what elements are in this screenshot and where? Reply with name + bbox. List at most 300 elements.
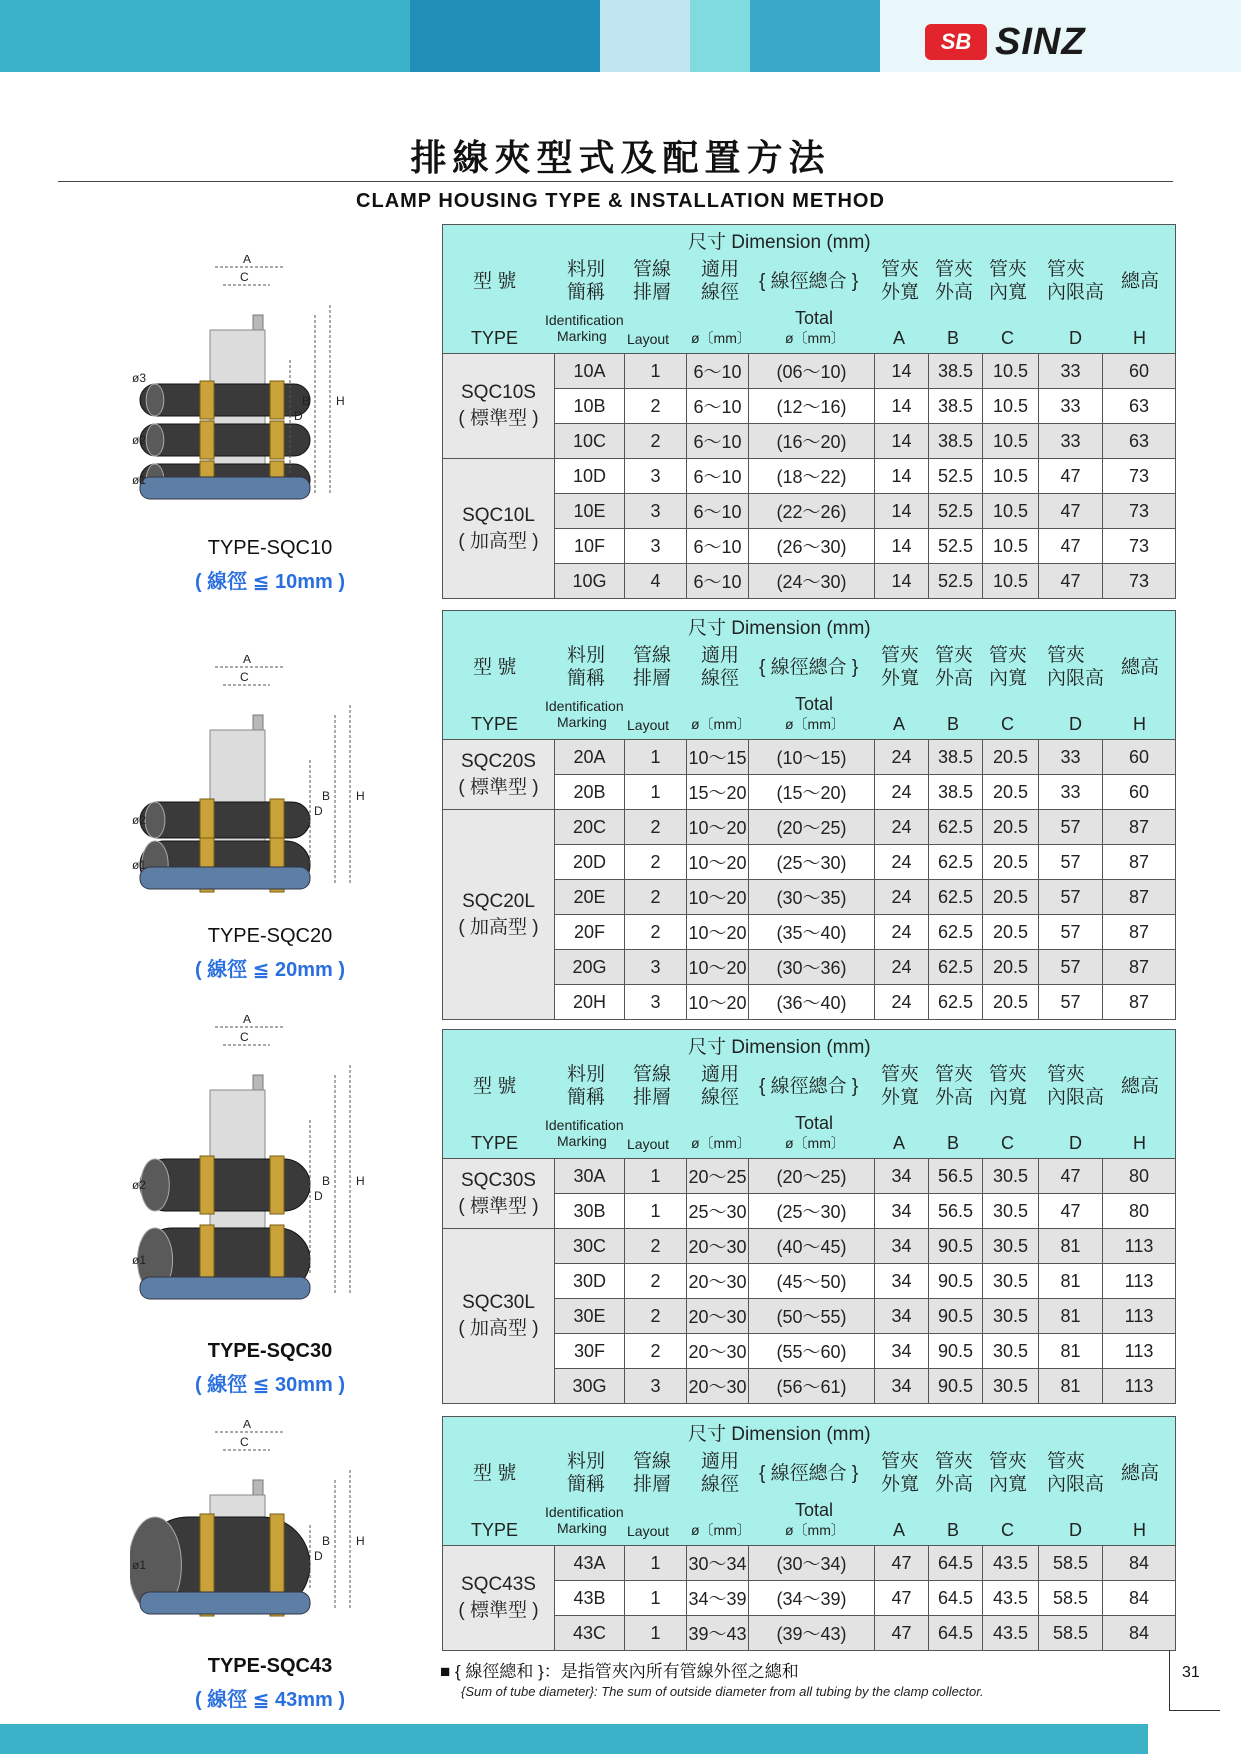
cell-h: 63 bbox=[1103, 389, 1176, 424]
type-group-name: SQC30L bbox=[462, 1292, 535, 1313]
total-header-en: Total bbox=[795, 694, 834, 714]
cell-c: 30.5 bbox=[983, 1159, 1039, 1194]
cell-b: 56.5 bbox=[929, 1194, 983, 1229]
cell-marking: 20H bbox=[555, 985, 625, 1020]
type-diameter-limit: ( 線徑 ≦ 10mm ) bbox=[194, 571, 346, 593]
cell-c: 30.5 bbox=[983, 1299, 1039, 1334]
cell-a: 14 bbox=[875, 529, 929, 564]
h-header-en: H bbox=[1133, 1520, 1146, 1540]
cell-diameter: 6～10 bbox=[687, 564, 749, 599]
d-header-en: D bbox=[1069, 714, 1082, 734]
mounting-rail bbox=[140, 1277, 310, 1299]
cell-c: 20.5 bbox=[983, 880, 1039, 915]
ident-header-zh: 料別 bbox=[567, 1064, 606, 1085]
cell-diameter: 6～10 bbox=[687, 354, 749, 389]
cell-diameter: 25～30 bbox=[687, 1194, 749, 1229]
cell-d: 33 bbox=[1039, 424, 1103, 459]
b-header-zh: 管夾 bbox=[935, 1064, 974, 1085]
cell-layout: 1 bbox=[625, 1194, 687, 1229]
cell-layout: 1 bbox=[625, 1159, 687, 1194]
type-group-name: SQC10S bbox=[461, 382, 536, 403]
cell-d: 81 bbox=[1039, 1229, 1103, 1264]
cell-a: 14 bbox=[875, 424, 929, 459]
cell-h: 113 bbox=[1103, 1264, 1176, 1299]
spec-table-type-sqc30 bbox=[442, 1029, 1176, 1404]
cell-total: (30～36) bbox=[749, 950, 875, 985]
cell-a: 24 bbox=[875, 775, 929, 810]
b-header-en: B bbox=[947, 328, 960, 348]
type-name: TYPE-SQC10 bbox=[207, 537, 333, 559]
cell-d: 47 bbox=[1039, 529, 1103, 564]
tube-end bbox=[146, 424, 164, 456]
layout-header-zh: 排層 bbox=[633, 668, 672, 689]
cell-total: (20～25) bbox=[749, 810, 875, 845]
b-header-zh: 外高 bbox=[935, 282, 974, 303]
cell-b: 62.5 bbox=[929, 845, 983, 880]
a-header-zh: 外寬 bbox=[881, 282, 920, 303]
diameter-header-en: ø〔mm〕 bbox=[691, 1135, 751, 1151]
cell-diameter: 15～20 bbox=[687, 775, 749, 810]
cell-c: 43.5 bbox=[983, 1616, 1039, 1651]
a-header-zh: 外寬 bbox=[881, 1087, 920, 1108]
cell-diameter: 10～20 bbox=[687, 915, 749, 950]
cell-layout: 2 bbox=[625, 810, 687, 845]
c-header-zh: 內寬 bbox=[989, 282, 1028, 303]
cell-b: 56.5 bbox=[929, 1159, 983, 1194]
cell-marking: 10A bbox=[555, 354, 625, 389]
type-group-sub: ( 加高型 ) bbox=[458, 530, 539, 552]
cell-a: 34 bbox=[875, 1334, 929, 1369]
cell-h: 73 bbox=[1103, 494, 1176, 529]
a-header-zh: 外寬 bbox=[881, 1474, 920, 1495]
ident-header-en: Identification bbox=[545, 312, 624, 328]
cell-marking: 30A bbox=[555, 1159, 625, 1194]
b-header-zh: 管夾 bbox=[935, 259, 974, 280]
ident-header-en: Marking bbox=[557, 328, 607, 344]
b-header-en: B bbox=[947, 1133, 960, 1153]
h-header-en: H bbox=[1133, 328, 1146, 348]
cell-marking: 10F bbox=[555, 529, 625, 564]
cell-layout: 2 bbox=[625, 389, 687, 424]
cell-c: 30.5 bbox=[983, 1369, 1039, 1404]
cell-a: 24 bbox=[875, 740, 929, 775]
h-header-zh: 總高 bbox=[1121, 271, 1160, 292]
cell-c: 10.5 bbox=[983, 459, 1039, 494]
cell-total: (35～40) bbox=[749, 915, 875, 950]
footnote-en: {Sum of tube diameter}: The sum of outside diameter from all tubing by the clamp collector. bbox=[461, 1684, 984, 1699]
cell-d: 57 bbox=[1039, 810, 1103, 845]
layout-header-zh: 排層 bbox=[633, 1474, 672, 1495]
layout-header-zh: 排層 bbox=[633, 1087, 672, 1108]
cell-h: 87 bbox=[1103, 880, 1176, 915]
ident-header-en: Marking bbox=[557, 714, 607, 730]
type-header-zh: 型 號 bbox=[473, 271, 517, 292]
type-group-name: SQC43S bbox=[461, 1574, 536, 1595]
cell-diameter: 10～20 bbox=[687, 985, 749, 1020]
table-row bbox=[443, 459, 1176, 494]
cell-diameter: 20～30 bbox=[687, 1264, 749, 1299]
cell-marking: 30C bbox=[555, 1229, 625, 1264]
cell-diameter: 20～30 bbox=[687, 1369, 749, 1404]
type-group-sub: ( 加高型 ) bbox=[458, 1318, 539, 1339]
cell-b: 52.5 bbox=[929, 529, 983, 564]
cell-layout: 2 bbox=[625, 845, 687, 880]
cell-h: 73 bbox=[1103, 564, 1176, 599]
tube-end bbox=[145, 802, 165, 838]
cell-layout: 1 bbox=[625, 1581, 687, 1616]
cell-layout: 4 bbox=[625, 564, 687, 599]
cell-h: 87 bbox=[1103, 950, 1176, 985]
cell-a: 14 bbox=[875, 354, 929, 389]
cell-h: 60 bbox=[1103, 775, 1176, 810]
clamp-diagram-svg bbox=[130, 1420, 390, 1650]
clamp-diagram-svg bbox=[130, 655, 390, 925]
clamp-block bbox=[270, 421, 284, 459]
table-header bbox=[443, 1417, 1176, 1546]
cell-b: 62.5 bbox=[929, 880, 983, 915]
cell-c: 43.5 bbox=[983, 1546, 1039, 1581]
type-header-en: TYPE bbox=[471, 1520, 519, 1540]
d-header-zh: 管夾 bbox=[1047, 1451, 1086, 1472]
type-group-name: SQC20L bbox=[462, 890, 535, 912]
cell-total: (30～34) bbox=[749, 1546, 875, 1581]
dim-label-a: A bbox=[243, 1015, 252, 1026]
cell-c: 10.5 bbox=[983, 389, 1039, 424]
clamp-block bbox=[200, 421, 214, 459]
type-group-name: SQC30S bbox=[461, 1169, 536, 1191]
page-number: 31 bbox=[1182, 1664, 1200, 1681]
dim-label-d3: ø3 bbox=[132, 371, 147, 385]
cell-d: 33 bbox=[1039, 389, 1103, 424]
layout-header-zh: 管線 bbox=[633, 259, 672, 280]
cell-a: 24 bbox=[875, 950, 929, 985]
table-row bbox=[443, 1229, 1176, 1264]
cell-b: 38.5 bbox=[929, 740, 983, 775]
cell-total: (26～30) bbox=[749, 529, 875, 564]
layout-header-en: Layout bbox=[627, 717, 670, 733]
type-header-en: TYPE bbox=[471, 1133, 519, 1153]
clamp-block bbox=[270, 381, 284, 419]
total-header-en: Total bbox=[795, 1500, 834, 1520]
cell-layout: 2 bbox=[625, 1334, 687, 1369]
table-header bbox=[443, 1030, 1176, 1159]
b-header-zh: 管夾 bbox=[935, 1451, 974, 1472]
cell-marking: 43A bbox=[555, 1546, 625, 1581]
dimension-header: 尺寸 Dimension (mm) bbox=[688, 1424, 871, 1445]
cell-h: 73 bbox=[1103, 529, 1176, 564]
cell-b: 90.5 bbox=[929, 1369, 983, 1404]
cell-marking: 43B bbox=[555, 1581, 625, 1616]
cell-layout: 1 bbox=[625, 740, 687, 775]
dim-label-c: C bbox=[240, 1030, 249, 1044]
dim-label-b: B bbox=[322, 1534, 331, 1548]
cell-h: 84 bbox=[1103, 1616, 1176, 1651]
cell-c: 30.5 bbox=[983, 1229, 1039, 1264]
cell-c: 30.5 bbox=[983, 1264, 1039, 1299]
cell-diameter: 6～10 bbox=[687, 494, 749, 529]
cell-total: (06～10) bbox=[749, 354, 875, 389]
cell-b: 38.5 bbox=[929, 775, 983, 810]
cell-diameter: 10～20 bbox=[687, 845, 749, 880]
cell-diameter: 10～20 bbox=[687, 880, 749, 915]
h-header-zh: 總高 bbox=[1121, 1463, 1160, 1484]
cell-b: 38.5 bbox=[929, 354, 983, 389]
ident-header-zh: 料別 bbox=[567, 259, 606, 280]
cell-total: (24～30) bbox=[749, 564, 875, 599]
cell-b: 38.5 bbox=[929, 389, 983, 424]
cell-b: 62.5 bbox=[929, 950, 983, 985]
cell-c: 20.5 bbox=[983, 845, 1039, 880]
dim-label-d2: ø2 bbox=[132, 1178, 147, 1192]
d-header-zh: 管夾 bbox=[1047, 1064, 1086, 1085]
type-group-cell bbox=[443, 459, 555, 599]
table-row bbox=[443, 740, 1176, 775]
total-header-en: ø〔mm〕 bbox=[785, 1522, 845, 1538]
cell-h: 60 bbox=[1103, 354, 1176, 389]
dim-label-b: B bbox=[322, 1174, 331, 1188]
layout-header-en: Layout bbox=[627, 1523, 670, 1539]
c-header-en: C bbox=[1001, 1133, 1014, 1153]
type-group-sub: ( 標準型 ) bbox=[458, 776, 539, 798]
cell-layout: 2 bbox=[625, 1299, 687, 1334]
diameter-header-zh: 適用 bbox=[701, 259, 740, 280]
cell-c: 30.5 bbox=[983, 1334, 1039, 1369]
layout-header-zh: 管線 bbox=[633, 1064, 672, 1085]
cell-d: 57 bbox=[1039, 985, 1103, 1020]
clamp-diagram-type-sqc10 bbox=[130, 255, 370, 535]
cell-layout: 1 bbox=[625, 354, 687, 389]
mounting-rail bbox=[140, 1592, 310, 1614]
h-header-zh: 總高 bbox=[1121, 1076, 1160, 1097]
type-group-cell bbox=[443, 1229, 555, 1404]
cell-marking: 10D bbox=[555, 459, 625, 494]
c-header-zh: 內寬 bbox=[989, 668, 1028, 689]
total-header-zh: { 線徑總合 } bbox=[759, 1463, 859, 1484]
cell-total: (16～20) bbox=[749, 424, 875, 459]
mounting-rail bbox=[140, 867, 310, 889]
cell-c: 10.5 bbox=[983, 529, 1039, 564]
dim-label-d2: ø2 bbox=[132, 433, 147, 447]
footnote-zh: ■ { 線徑總和 }：是指管夾內所有管線外徑之總和 bbox=[440, 1662, 799, 1681]
ident-header-zh: 簡稱 bbox=[567, 282, 606, 303]
c-header-zh: 管夾 bbox=[989, 259, 1028, 280]
dim-label-d: D bbox=[294, 409, 303, 423]
cell-a: 14 bbox=[875, 389, 929, 424]
clamp-block bbox=[270, 1156, 284, 1214]
cell-d: 33 bbox=[1039, 740, 1103, 775]
cell-a: 34 bbox=[875, 1194, 929, 1229]
ident-header-zh: 簡稱 bbox=[567, 668, 606, 689]
d-header-en: D bbox=[1069, 1133, 1082, 1153]
cell-diameter: 10～20 bbox=[687, 950, 749, 985]
cell-total: (36～40) bbox=[749, 985, 875, 1020]
type-name: TYPE-SQC20 bbox=[207, 925, 333, 947]
cell-d: 81 bbox=[1039, 1369, 1103, 1404]
dim-label-c: C bbox=[240, 1435, 249, 1449]
cell-c: 20.5 bbox=[983, 740, 1039, 775]
cell-a: 24 bbox=[875, 915, 929, 950]
dim-label-h: H bbox=[356, 1534, 365, 1548]
logo-mark: SB bbox=[925, 24, 987, 60]
cell-marking: 43C bbox=[555, 1616, 625, 1651]
c-header-en: C bbox=[1001, 328, 1014, 348]
a-header-en: A bbox=[893, 714, 906, 734]
cell-d: 47 bbox=[1039, 564, 1103, 599]
cell-layout: 1 bbox=[625, 775, 687, 810]
cell-d: 33 bbox=[1039, 354, 1103, 389]
cell-h: 87 bbox=[1103, 845, 1176, 880]
cell-a: 34 bbox=[875, 1369, 929, 1404]
cell-diameter: 10～15 bbox=[687, 740, 749, 775]
cell-diameter: 10～20 bbox=[687, 810, 749, 845]
cell-h: 63 bbox=[1103, 424, 1176, 459]
spec-table-type-sqc20 bbox=[442, 610, 1176, 1020]
a-header-zh: 管夾 bbox=[881, 259, 920, 280]
cell-marking: 20A bbox=[555, 740, 625, 775]
cell-h: 113 bbox=[1103, 1334, 1176, 1369]
header-cell bbox=[443, 1030, 1176, 1159]
brand-name: SINZ bbox=[995, 20, 1086, 63]
layout-header-en: Layout bbox=[627, 331, 670, 347]
page-subtitle: CLAMP HOUSING TYPE & INSTALLATION METHOD bbox=[356, 190, 885, 212]
cell-marking: 10C bbox=[555, 424, 625, 459]
a-header-zh: 外寬 bbox=[881, 668, 920, 689]
mounting-rail bbox=[140, 477, 310, 499]
cell-d: 47 bbox=[1039, 1194, 1103, 1229]
cell-c: 10.5 bbox=[983, 424, 1039, 459]
dim-label-a: A bbox=[243, 255, 252, 266]
b-header-zh: 管夾 bbox=[935, 645, 974, 666]
cell-a: 24 bbox=[875, 810, 929, 845]
total-header-en: Total bbox=[795, 1113, 834, 1133]
cell-total: (18～22) bbox=[749, 459, 875, 494]
cell-marking: 30G bbox=[555, 1369, 625, 1404]
d-header-en: D bbox=[1069, 1520, 1082, 1540]
cell-a: 24 bbox=[875, 985, 929, 1020]
cell-diameter: 20～30 bbox=[687, 1229, 749, 1264]
cell-h: 87 bbox=[1103, 810, 1176, 845]
table-header bbox=[443, 611, 1176, 740]
diameter-header-zh: 適用 bbox=[701, 1064, 740, 1085]
ident-header-en: Identification bbox=[545, 1504, 624, 1520]
cell-total: (10～15) bbox=[749, 740, 875, 775]
cell-b: 90.5 bbox=[929, 1264, 983, 1299]
dim-label-a: A bbox=[243, 1420, 252, 1431]
cell-c: 20.5 bbox=[983, 810, 1039, 845]
cell-d: 47 bbox=[1039, 1159, 1103, 1194]
diameter-header-en: ø〔mm〕 bbox=[691, 330, 751, 346]
total-header-en: Total bbox=[795, 308, 834, 328]
clamp-diagram-svg bbox=[130, 1015, 390, 1335]
ident-header-zh: 簡稱 bbox=[567, 1087, 606, 1108]
type-group-cell bbox=[443, 1159, 555, 1229]
dim-label-d: D bbox=[314, 804, 323, 818]
type-group-sub: ( 標準型 ) bbox=[458, 1600, 539, 1621]
cell-layout: 3 bbox=[625, 950, 687, 985]
table-row bbox=[443, 1546, 1176, 1581]
c-header-zh: 內寬 bbox=[989, 1087, 1028, 1108]
spec-table-type-sqc10 bbox=[442, 224, 1176, 599]
ident-header-zh: 簡稱 bbox=[567, 1474, 606, 1495]
ident-header-zh: 料別 bbox=[567, 645, 606, 666]
cell-b: 64.5 bbox=[929, 1581, 983, 1616]
type-header-zh: 型 號 bbox=[473, 1076, 517, 1097]
cell-total: (30～35) bbox=[749, 880, 875, 915]
cell-marking: 10G bbox=[555, 564, 625, 599]
ident-header-en: Identification bbox=[545, 698, 624, 714]
d-header-zh: 內限高 bbox=[1047, 668, 1105, 689]
type-group-cell bbox=[443, 1546, 555, 1651]
cell-d: 57 bbox=[1039, 915, 1103, 950]
cell-c: 43.5 bbox=[983, 1581, 1039, 1616]
clamp-diagram-type-sqc20 bbox=[130, 655, 390, 925]
cell-a: 24 bbox=[875, 845, 929, 880]
cell-marking: 20D bbox=[555, 845, 625, 880]
cell-total: (34～39) bbox=[749, 1581, 875, 1616]
cell-d: 58.5 bbox=[1039, 1546, 1103, 1581]
dim-label-b: B bbox=[322, 789, 331, 803]
type-header-zh: 型 號 bbox=[473, 1463, 517, 1484]
dim-label-d2: ø2 bbox=[132, 813, 147, 827]
cell-a: 14 bbox=[875, 494, 929, 529]
cell-d: 57 bbox=[1039, 880, 1103, 915]
cell-d: 81 bbox=[1039, 1264, 1103, 1299]
dim-label-c: C bbox=[240, 270, 249, 284]
cell-marking: 30B bbox=[555, 1194, 625, 1229]
c-header-zh: 內寬 bbox=[989, 1474, 1028, 1495]
cell-total: (15～20) bbox=[749, 775, 875, 810]
cell-b: 90.5 bbox=[929, 1334, 983, 1369]
cell-h: 87 bbox=[1103, 985, 1176, 1020]
cell-a: 14 bbox=[875, 459, 929, 494]
cell-c: 20.5 bbox=[983, 775, 1039, 810]
a-header-zh: 管夾 bbox=[881, 1064, 920, 1085]
cell-b: 62.5 bbox=[929, 915, 983, 950]
cell-h: 87 bbox=[1103, 915, 1176, 950]
cell-total: (25～30) bbox=[749, 1194, 875, 1229]
cell-h: 84 bbox=[1103, 1581, 1176, 1616]
diameter-header-zh: 線徑 bbox=[701, 282, 740, 303]
cell-d: 58.5 bbox=[1039, 1616, 1103, 1651]
layout-header-zh: 管線 bbox=[633, 645, 672, 666]
cell-marking: 20E bbox=[555, 880, 625, 915]
cell-b: 64.5 bbox=[929, 1616, 983, 1651]
cell-a: 34 bbox=[875, 1264, 929, 1299]
cell-total: (56～61) bbox=[749, 1369, 875, 1404]
cell-total: (39～43) bbox=[749, 1616, 875, 1651]
cell-b: 62.5 bbox=[929, 810, 983, 845]
type-group-sub: ( 標準型 ) bbox=[458, 408, 539, 429]
b-header-zh: 外高 bbox=[935, 668, 974, 689]
type-group-cell bbox=[443, 354, 555, 459]
cell-marking: 10E bbox=[555, 494, 625, 529]
cell-c: 10.5 bbox=[983, 564, 1039, 599]
h-header-zh: 總高 bbox=[1121, 657, 1160, 678]
cell-d: 81 bbox=[1039, 1299, 1103, 1334]
type-group-name: SQC20S bbox=[461, 750, 536, 772]
cell-layout: 3 bbox=[625, 985, 687, 1020]
dim-label-c: C bbox=[240, 670, 249, 684]
table-header bbox=[443, 225, 1176, 354]
b-header-zh: 外高 bbox=[935, 1474, 974, 1495]
d-header-zh: 內限高 bbox=[1047, 282, 1105, 303]
cell-diameter: 20～30 bbox=[687, 1334, 749, 1369]
d-header-zh: 內限高 bbox=[1047, 1087, 1105, 1108]
cell-total: (45～50) bbox=[749, 1264, 875, 1299]
type-name: TYPE-SQC43 bbox=[207, 1655, 333, 1677]
cell-marking: 30E bbox=[555, 1299, 625, 1334]
d-header-zh: 管夾 bbox=[1047, 259, 1086, 280]
